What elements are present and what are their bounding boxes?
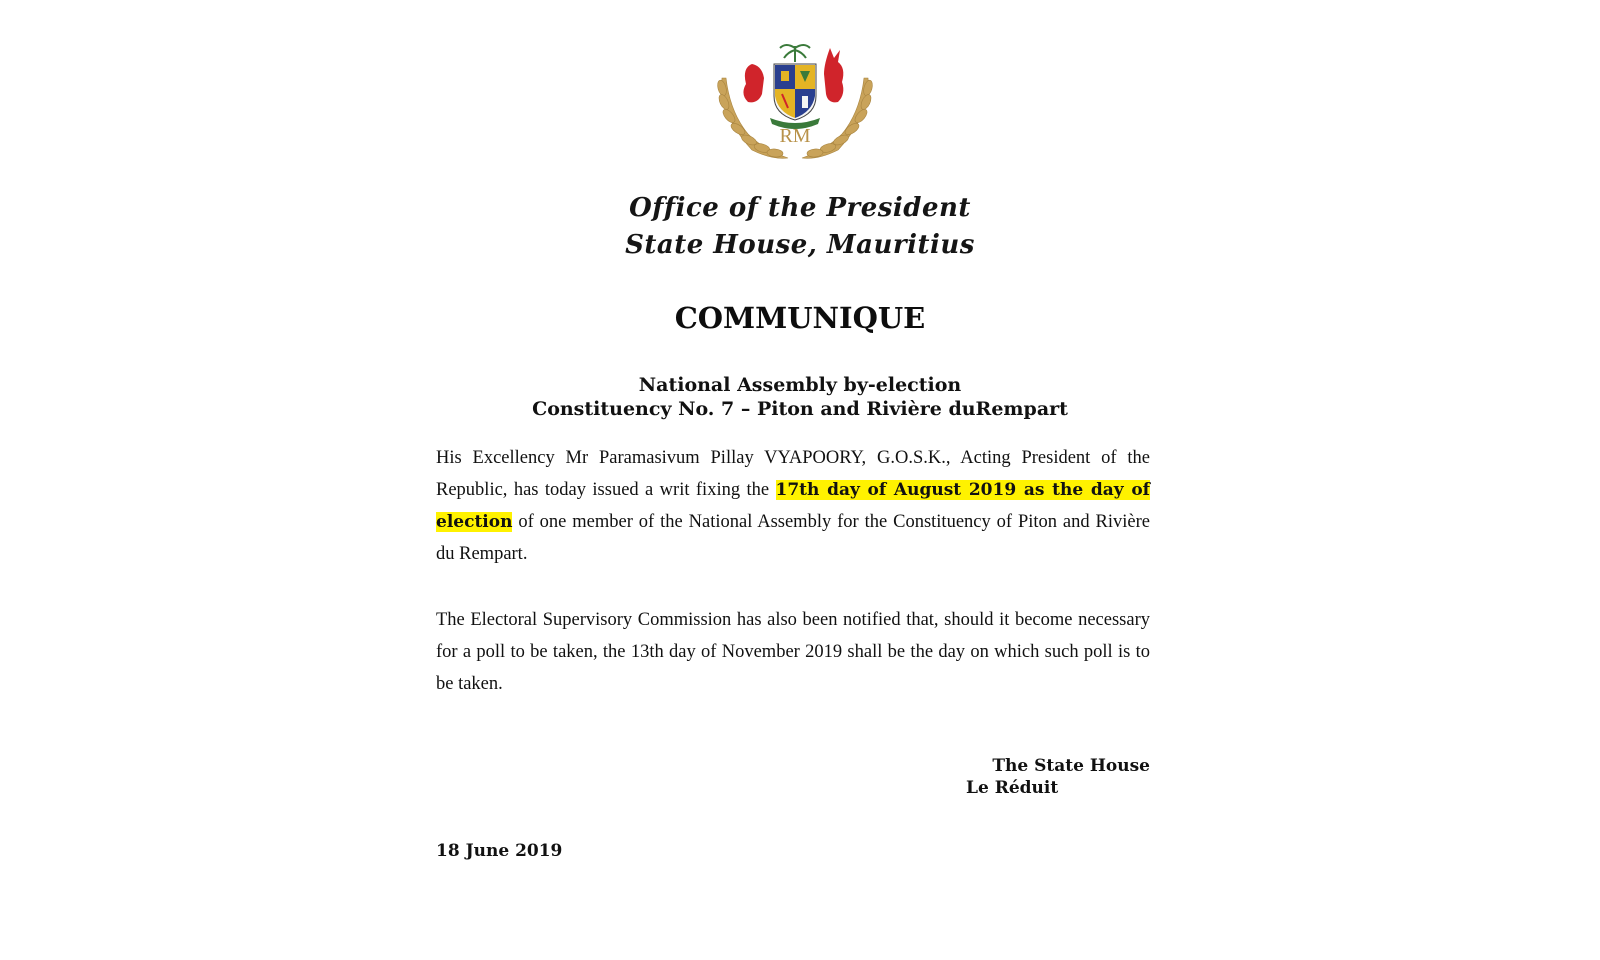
document-title: COMMUNIQUE (674, 301, 926, 335)
document-date: 18 June 2019 (436, 841, 563, 861)
paragraph-announcement (436, 442, 1150, 570)
dodo-supporter-icon (743, 64, 764, 102)
signature-line-1: The State House (992, 756, 1150, 776)
paragraph-1-lead: His Excellency Mr Paramasivum Pillay VYAPOORY, G.O.S.K., Acting President of the Republic, has today issued a writ fixing the (436, 448, 1150, 500)
office-line-2: State House, Mauritius (625, 230, 975, 260)
crest-monogram: RM (779, 125, 811, 147)
signature-line-2: Le Réduit (966, 778, 1059, 798)
document-subtitle (440, 373, 1160, 421)
shield-icon (774, 64, 816, 120)
coat-of-arms-emblem (712, 38, 878, 164)
subtitle-line-1: National Assembly by-election (638, 374, 962, 396)
signature-block (900, 755, 1150, 799)
paragraph-1-tail: of one member of the National Assembly for the Constituency of Piton and Rivière du Rempart. (436, 512, 1150, 564)
paragraph-poll-notice: The Electoral Supervisory Commission has also been notified that, should it become necessary for a poll to be taken, the 13th day of November 2019 shall be the day on which such poll is to be taken. (436, 610, 1150, 694)
highlighted-election-date: 17th day of August 2019 as the day of election (436, 480, 1150, 532)
deer-supporter-icon (824, 48, 843, 102)
palm-icon (780, 45, 810, 62)
office-line-1: Office of the President (629, 193, 971, 223)
subtitle-line-2: Constituency No. 7 – Piton and Rivière duRempart (532, 398, 1068, 420)
office-heading (600, 190, 1000, 264)
